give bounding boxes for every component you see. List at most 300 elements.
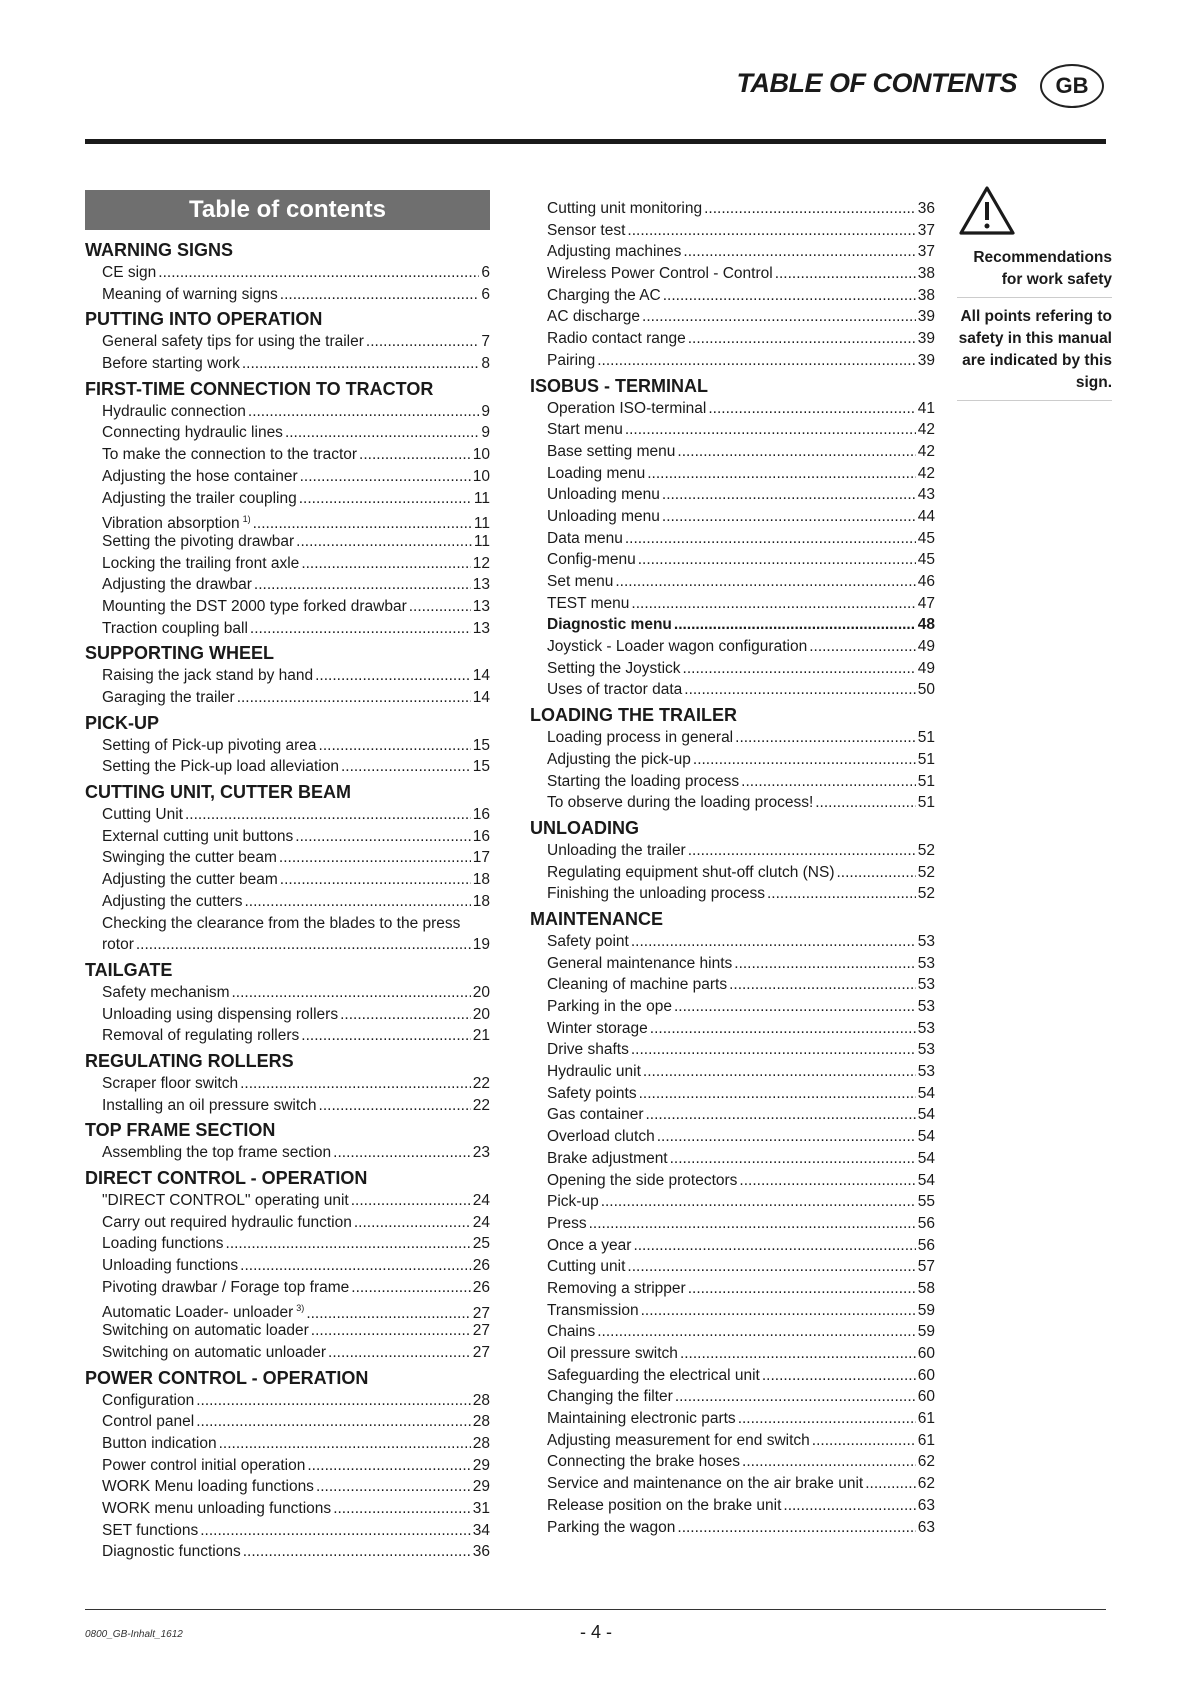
toc-page-number: 60 bbox=[917, 1345, 935, 1362]
toc-entry[interactable] bbox=[530, 1300, 935, 1322]
toc-entry[interactable] bbox=[85, 869, 490, 891]
toc-entry-title bbox=[102, 262, 156, 284]
dot-leader bbox=[333, 1498, 471, 1520]
section-title: WARNING SIGNS bbox=[85, 240, 234, 260]
dot-leader bbox=[783, 1495, 915, 1517]
dot-leader bbox=[683, 658, 916, 680]
toc-entry-title bbox=[547, 1321, 595, 1343]
dot-leader bbox=[775, 263, 916, 285]
toc-entry[interactable] bbox=[530, 1430, 935, 1452]
toc-entry-title bbox=[102, 1233, 224, 1255]
toc-entry-title bbox=[547, 441, 675, 463]
toc-entry[interactable] bbox=[85, 574, 490, 596]
toc-entry-title bbox=[547, 1473, 863, 1495]
toc-entry-text: Pick-up bbox=[547, 1193, 599, 1211]
toc-entry-title bbox=[102, 574, 252, 596]
toc-entry-text: Adjusting machines bbox=[547, 243, 682, 261]
toc-entry[interactable] bbox=[530, 1235, 935, 1257]
section-title: PICK-UP bbox=[85, 712, 160, 733]
toc-entry[interactable] bbox=[85, 1212, 490, 1234]
toc-page-number: 10 bbox=[472, 446, 490, 464]
toc-entry-title bbox=[547, 1430, 810, 1452]
toc-entry[interactable] bbox=[530, 1148, 935, 1170]
toc-entry[interactable] bbox=[85, 401, 490, 423]
toc-entry-title bbox=[547, 506, 660, 528]
toc-entry-title bbox=[102, 735, 317, 757]
toc-page-number: 52 bbox=[917, 863, 935, 881]
toc-page-number: 31 bbox=[472, 1499, 490, 1517]
toc-entry[interactable] bbox=[530, 727, 935, 749]
toc-entry[interactable] bbox=[530, 1104, 935, 1126]
toc-entry[interactable] bbox=[530, 1278, 935, 1300]
toc-entry[interactable] bbox=[530, 506, 935, 528]
toc-entry[interactable] bbox=[85, 1411, 490, 1433]
toc-entry[interactable] bbox=[530, 931, 935, 953]
toc-entry[interactable] bbox=[85, 1498, 490, 1520]
toc-entry-text: Power control initial operation bbox=[102, 1456, 306, 1474]
dot-leader bbox=[677, 1517, 915, 1539]
toc-entry[interactable] bbox=[85, 466, 490, 488]
toc-entry[interactable] bbox=[85, 284, 490, 306]
dot-leader bbox=[301, 1025, 470, 1047]
toc-page-number: 28 bbox=[472, 1413, 490, 1431]
toc-entry-title bbox=[102, 804, 183, 826]
toc-entry-title bbox=[547, 241, 681, 263]
dot-leader bbox=[625, 528, 916, 550]
toc-page-number: 55 bbox=[917, 1193, 935, 1211]
dot-leader bbox=[319, 1095, 471, 1117]
toc-entry[interactable] bbox=[85, 891, 490, 913]
toc-entry-title bbox=[547, 463, 645, 485]
toc-entry-title bbox=[547, 727, 733, 749]
toc-page-number: 62 bbox=[917, 1453, 935, 1471]
warning-triangle-icon bbox=[958, 185, 1016, 237]
toc-page-number: 24 bbox=[472, 1192, 490, 1209]
toc-entry[interactable] bbox=[85, 1433, 490, 1455]
toc-entry[interactable] bbox=[530, 792, 935, 814]
toc-entry-title bbox=[102, 1095, 317, 1117]
dot-leader bbox=[625, 419, 916, 441]
toc-entry-title bbox=[547, 1517, 675, 1539]
toc-entry[interactable] bbox=[530, 1343, 935, 1365]
toc-entry[interactable] bbox=[530, 484, 935, 506]
dot-leader bbox=[646, 1104, 916, 1126]
toc-entry-text: Locking the trailing front axle bbox=[102, 554, 300, 572]
toc-entry-text: Uses of tractor data bbox=[547, 681, 683, 699]
toc-entry[interactable] bbox=[85, 1142, 490, 1164]
toc-entry[interactable] bbox=[85, 422, 490, 444]
toc-entry[interactable] bbox=[85, 488, 490, 510]
dot-leader bbox=[280, 284, 480, 306]
toc-page-number: 41 bbox=[917, 399, 935, 417]
dot-leader bbox=[742, 1451, 916, 1473]
toc-entry-text: Safety point bbox=[547, 932, 629, 950]
toc-page-number: 53 bbox=[917, 998, 935, 1015]
toc-entry-title bbox=[547, 1256, 625, 1278]
toc-entry-text: SET functions bbox=[102, 1521, 199, 1539]
dot-leader bbox=[185, 804, 471, 826]
section-title: MAINTENANCE bbox=[530, 908, 663, 929]
toc-entry[interactable] bbox=[530, 463, 935, 485]
toc-page-number: 6 bbox=[481, 264, 490, 281]
dot-leader bbox=[739, 1170, 915, 1192]
toc-entry-text: Connecting hydraulic lines bbox=[102, 424, 283, 442]
toc-entry[interactable] bbox=[85, 1320, 490, 1342]
toc-entry[interactable] bbox=[85, 934, 490, 956]
toc-page-number: 56 bbox=[917, 1236, 935, 1254]
toc-entry[interactable] bbox=[85, 1004, 490, 1026]
toc-entry[interactable] bbox=[530, 658, 935, 680]
toc-entry-title bbox=[102, 1320, 309, 1342]
dot-leader bbox=[688, 840, 916, 862]
toc-entry[interactable] bbox=[530, 1213, 935, 1235]
toc-entry[interactable] bbox=[530, 883, 935, 905]
toc-entry[interactable] bbox=[85, 826, 490, 848]
toc-entry[interactable] bbox=[530, 974, 935, 996]
toc-entry[interactable] bbox=[530, 1256, 935, 1278]
toc-entry-title bbox=[547, 1061, 641, 1083]
toc-entry[interactable] bbox=[85, 1541, 490, 1563]
dot-leader bbox=[688, 1278, 916, 1300]
toc-entry-text: Transmission bbox=[547, 1301, 639, 1319]
header-title: TABLE OF CONTENTS bbox=[736, 68, 1017, 98]
toc-entry-text: Oil pressure switch bbox=[547, 1345, 678, 1362]
toc-entry-text: Cutting unit monitoring bbox=[547, 200, 703, 217]
toc-entry[interactable] bbox=[85, 1455, 490, 1477]
toc-entry[interactable] bbox=[85, 1520, 490, 1542]
toc-entry-title bbox=[547, 679, 682, 701]
toc-entry[interactable] bbox=[530, 1451, 935, 1473]
toc-entry-text: Adjusting the drawbar bbox=[102, 576, 252, 594]
toc-entry-text: Garaging the trailer bbox=[102, 689, 235, 706]
toc-page-number: 11 bbox=[473, 532, 490, 550]
toc-entry-title-line: Checking the clearance from the blades to the press bbox=[102, 914, 461, 932]
dot-leader bbox=[351, 1190, 471, 1212]
toc-entry[interactable] bbox=[530, 1039, 935, 1061]
toc-entry-title bbox=[547, 1365, 760, 1387]
toc-entry[interactable] bbox=[530, 263, 935, 285]
dot-leader bbox=[226, 1233, 471, 1255]
page-number: - 4 - bbox=[580, 1622, 613, 1642]
dot-leader bbox=[219, 1433, 471, 1455]
toc-entry-title bbox=[547, 931, 629, 953]
dot-leader bbox=[815, 792, 916, 814]
toc-page-number: 9 bbox=[481, 424, 490, 442]
toc-page-number: 26 bbox=[472, 1278, 490, 1296]
toc-page-number: 58 bbox=[917, 1279, 935, 1297]
toc-page-number: 16 bbox=[472, 806, 490, 824]
toc-entry[interactable] bbox=[85, 687, 490, 709]
dot-leader bbox=[674, 996, 916, 1018]
toc-page-number: 34 bbox=[472, 1521, 490, 1539]
toc-entry-text: Regulating equipment shut-off clutch (NS) bbox=[547, 863, 835, 881]
toc-entry[interactable] bbox=[85, 1390, 490, 1412]
toc-entry-title bbox=[547, 1278, 686, 1300]
toc-entry-text: Raising the jack stand by hand bbox=[102, 667, 314, 685]
dot-leader bbox=[200, 1520, 471, 1542]
toc-entry-title bbox=[547, 974, 727, 996]
toc-entry[interactable] bbox=[530, 1473, 935, 1495]
toc-entry[interactable] bbox=[85, 1190, 490, 1212]
toc-entry[interactable] bbox=[530, 953, 935, 975]
toc-page-number: 10 bbox=[472, 467, 490, 485]
dot-leader bbox=[601, 1191, 916, 1213]
toc-page-number: 11 bbox=[473, 489, 490, 507]
toc-page-number: 53 bbox=[917, 1041, 935, 1059]
toc-entry[interactable] bbox=[530, 1083, 935, 1105]
toc-entry[interactable] bbox=[85, 353, 490, 375]
toc-entry[interactable] bbox=[530, 1191, 935, 1213]
toc-page-number: 36 bbox=[917, 200, 935, 217]
toc-entry-title bbox=[102, 1520, 198, 1542]
dot-leader bbox=[295, 826, 470, 848]
dot-leader bbox=[136, 934, 471, 956]
toc-entry[interactable] bbox=[85, 1277, 490, 1299]
toc-entry-title bbox=[102, 1073, 238, 1095]
toc-entry[interactable] bbox=[530, 198, 935, 220]
toc-entry-text: Overload clutch bbox=[547, 1128, 655, 1146]
toc-page-number: 53 bbox=[917, 1019, 935, 1037]
toc-page-number: 28 bbox=[472, 1434, 490, 1452]
toc-page-number: 21 bbox=[472, 1027, 490, 1045]
toc-entry-title bbox=[102, 353, 240, 375]
toc-entry[interactable] bbox=[530, 771, 935, 793]
toc-page-number: 61 bbox=[917, 1431, 935, 1449]
toc-entry[interactable] bbox=[530, 679, 935, 701]
toc-page-number: 51 bbox=[917, 729, 935, 747]
toc-entry[interactable] bbox=[85, 804, 490, 826]
toc-entry[interactable] bbox=[85, 847, 490, 869]
safety-sign-note: All points refering to safety in this manual are indicated by this sign. bbox=[957, 298, 1112, 401]
dot-leader bbox=[240, 1073, 471, 1095]
toc-entry-title bbox=[547, 198, 702, 220]
toc-entry-text: Safety points bbox=[547, 1084, 637, 1102]
toc-page-number: 18 bbox=[472, 892, 490, 910]
dot-leader bbox=[641, 1300, 916, 1322]
toc-entry-text: Adjusting measurement for end switch bbox=[547, 1431, 810, 1449]
toc-entry[interactable] bbox=[530, 840, 935, 862]
safety-recommendation-note: Recommendations for work safety bbox=[957, 247, 1112, 298]
toc-entry-text: Data menu bbox=[547, 529, 623, 547]
toc-page-number: 57 bbox=[917, 1258, 935, 1276]
toc-entry-title bbox=[547, 528, 623, 550]
toc-entry[interactable] bbox=[530, 285, 935, 307]
toc-entry-text: Installing an oil pressure switch bbox=[102, 1096, 317, 1114]
toc-entry-text: Pairing bbox=[547, 351, 596, 369]
toc-entry-title bbox=[102, 401, 246, 423]
toc-entry-text: Config-menu bbox=[547, 551, 636, 569]
toc-entry[interactable] bbox=[530, 398, 935, 420]
toc-entry[interactable] bbox=[85, 735, 490, 757]
safety-sidebar bbox=[957, 185, 1112, 401]
toc-entry-title bbox=[547, 306, 640, 328]
toc-entry[interactable] bbox=[85, 331, 490, 353]
toc-entry-text: Unloading functions bbox=[102, 1257, 239, 1275]
toc-entry-text: General safety tips for using the trailer bbox=[102, 333, 364, 351]
dot-leader bbox=[647, 463, 916, 485]
toc-page-number: 54 bbox=[917, 1171, 935, 1189]
toc-entry[interactable] bbox=[85, 531, 490, 553]
toc-entry-text: Adjusting the trailer coupling bbox=[102, 489, 297, 507]
toc-entry-title bbox=[102, 596, 407, 618]
toc-entry-title bbox=[547, 862, 834, 884]
toc-entry-text: To observe during the loading process! bbox=[547, 794, 814, 812]
toc-entry[interactable] bbox=[85, 665, 490, 687]
toc-entry[interactable] bbox=[530, 1365, 935, 1387]
toc-entry-text: Finishing the unloading process bbox=[547, 885, 765, 903]
toc-entry-title bbox=[547, 840, 686, 862]
toc-entry[interactable] bbox=[85, 553, 490, 575]
dot-leader bbox=[627, 1256, 915, 1278]
toc-page-number: 50 bbox=[917, 681, 935, 699]
toc-page-number: 11 bbox=[473, 515, 490, 533]
dot-leader bbox=[280, 869, 471, 891]
dot-leader bbox=[615, 571, 915, 593]
toc-entry-text: Adjusting the cutter beam bbox=[102, 871, 278, 889]
toc-entry[interactable] bbox=[530, 571, 935, 593]
dot-leader bbox=[296, 531, 472, 553]
toc-entry-title bbox=[102, 531, 294, 553]
toc-entry[interactable] bbox=[85, 1298, 490, 1320]
toc-entry-text: Unloading menu bbox=[547, 486, 660, 504]
toc-entry-title bbox=[102, 1498, 331, 1520]
toc-page-number: 37 bbox=[917, 221, 935, 239]
toc-entry-title bbox=[547, 1148, 668, 1170]
toc-entry[interactable] bbox=[530, 614, 935, 636]
toc-entry[interactable] bbox=[530, 419, 935, 441]
toc-entry-text: Loading functions bbox=[102, 1235, 224, 1253]
toc-entry-text: Charging the AC bbox=[547, 286, 661, 304]
toc-entry[interactable] bbox=[530, 1321, 935, 1343]
toc-entry-text: Assembling the top frame section bbox=[102, 1144, 332, 1162]
toc-entry[interactable] bbox=[530, 441, 935, 463]
toc-entry[interactable] bbox=[85, 1476, 490, 1498]
toc-entry[interactable] bbox=[530, 350, 935, 372]
toc-entry[interactable] bbox=[530, 1408, 935, 1430]
toc-entry[interactable] bbox=[85, 756, 490, 778]
language-badge: GB bbox=[1040, 64, 1104, 108]
toc-entry[interactable] bbox=[530, 996, 935, 1018]
toc-entry-title bbox=[547, 419, 623, 441]
toc-entry[interactable] bbox=[530, 1170, 935, 1192]
dot-leader bbox=[662, 484, 916, 506]
toc-entry-text: Unloading using dispensing rollers bbox=[102, 1005, 339, 1023]
toc-page-number: 26 bbox=[472, 1257, 490, 1275]
toc-page-number: 47 bbox=[917, 594, 935, 612]
toc-entry-title bbox=[547, 1018, 648, 1040]
toc-entry-title bbox=[547, 1300, 639, 1322]
toc-page-number: 56 bbox=[917, 1214, 935, 1232]
dot-leader bbox=[285, 422, 479, 444]
toc-entry[interactable] bbox=[530, 241, 935, 263]
dot-leader bbox=[729, 974, 916, 996]
toc-entry[interactable] bbox=[530, 1386, 935, 1408]
toc-entry[interactable] bbox=[85, 618, 490, 640]
toc-entry-text: Carry out required hydraulic function bbox=[102, 1213, 352, 1231]
toc-entry[interactable] bbox=[85, 444, 490, 466]
toc-entry[interactable] bbox=[530, 1517, 935, 1539]
toc-entry[interactable] bbox=[85, 1073, 490, 1095]
toc-page-number: 15 bbox=[472, 736, 490, 754]
toc-entry-text: Scraper floor switch bbox=[102, 1074, 239, 1092]
toc-page-number: 13 bbox=[472, 597, 490, 615]
toc-page-number: 15 bbox=[472, 758, 490, 776]
toc-page-number: 52 bbox=[917, 841, 935, 859]
toc-page-number: 9 bbox=[481, 402, 490, 420]
dot-leader bbox=[340, 1004, 471, 1026]
dot-leader bbox=[643, 1061, 916, 1083]
toc-entry-title bbox=[547, 220, 625, 242]
toc-entry[interactable] bbox=[530, 862, 935, 884]
toc-entry[interactable] bbox=[85, 1342, 490, 1364]
dot-leader bbox=[688, 328, 916, 350]
section-title: DIRECT CONTROL - OPERATION bbox=[85, 1168, 368, 1188]
toc-page-number: 49 bbox=[917, 638, 935, 656]
dot-leader bbox=[683, 241, 915, 263]
toc-entry-text: Release position on the brake unit bbox=[547, 1496, 782, 1514]
toc-entry-title bbox=[547, 350, 595, 372]
toc-entry[interactable] bbox=[85, 262, 490, 284]
toc-entry[interactable] bbox=[85, 509, 490, 531]
dot-leader bbox=[657, 1126, 916, 1148]
toc-entry[interactable] bbox=[85, 1233, 490, 1255]
toc-entry-text: Setting the Pick-up load alleviation bbox=[102, 758, 339, 776]
toc-entry[interactable] bbox=[85, 982, 490, 1004]
toc-entry-text: Setting of Pick-up pivoting area bbox=[102, 736, 317, 754]
toc-entry[interactable] bbox=[530, 549, 935, 571]
toc-entry[interactable] bbox=[530, 306, 935, 328]
toc-entry-title bbox=[102, 1142, 331, 1164]
toc-entry-text: WORK Menu loading functions bbox=[102, 1478, 314, 1496]
toc-page-number: 42 bbox=[917, 464, 935, 482]
toc-entry-text: Sensor test bbox=[547, 221, 626, 239]
toc-entry[interactable] bbox=[530, 220, 935, 242]
toc-entry[interactable] bbox=[530, 1495, 935, 1517]
section-title: SUPPORTING WHEEL bbox=[85, 643, 275, 664]
toc-entry[interactable] bbox=[85, 1255, 490, 1277]
dot-leader bbox=[627, 220, 915, 242]
toc-entry-text: Cutting unit bbox=[547, 1258, 626, 1276]
toc-entry[interactable] bbox=[85, 1095, 490, 1117]
toc-page-number: 39 bbox=[917, 308, 935, 326]
toc-entry[interactable] bbox=[530, 1061, 935, 1083]
toc-entry[interactable] bbox=[85, 596, 490, 618]
toc-entry-text: Setting the pivoting drawbar bbox=[102, 532, 295, 550]
dot-leader bbox=[693, 749, 916, 771]
toc-entry[interactable] bbox=[530, 528, 935, 550]
toc-entry[interactable] bbox=[530, 749, 935, 771]
toc-entry-text: Winter storage bbox=[547, 1019, 648, 1037]
toc-entry[interactable] bbox=[530, 636, 935, 658]
toc-entry[interactable] bbox=[530, 328, 935, 350]
toc-entry-title bbox=[102, 331, 364, 353]
dot-leader bbox=[662, 506, 916, 528]
toc-entry-title bbox=[102, 618, 248, 640]
toc-entry[interactable] bbox=[530, 593, 935, 615]
toc-entry-text: Unloading menu bbox=[547, 507, 660, 525]
dot-leader bbox=[196, 1411, 471, 1433]
toc-entry-text: WORK menu unloading functions bbox=[102, 1499, 332, 1517]
dot-leader bbox=[631, 1039, 916, 1061]
section-title: ISOBUS - TERMINAL bbox=[530, 375, 708, 396]
toc-entry[interactable] bbox=[530, 1126, 935, 1148]
toc-entry[interactable] bbox=[85, 1025, 490, 1047]
dot-leader bbox=[307, 1455, 470, 1477]
toc-entry-text: AC discharge bbox=[547, 308, 641, 326]
toc-entry[interactable] bbox=[530, 1018, 935, 1040]
dot-leader bbox=[316, 1476, 471, 1498]
toc-entry-title bbox=[547, 593, 629, 615]
